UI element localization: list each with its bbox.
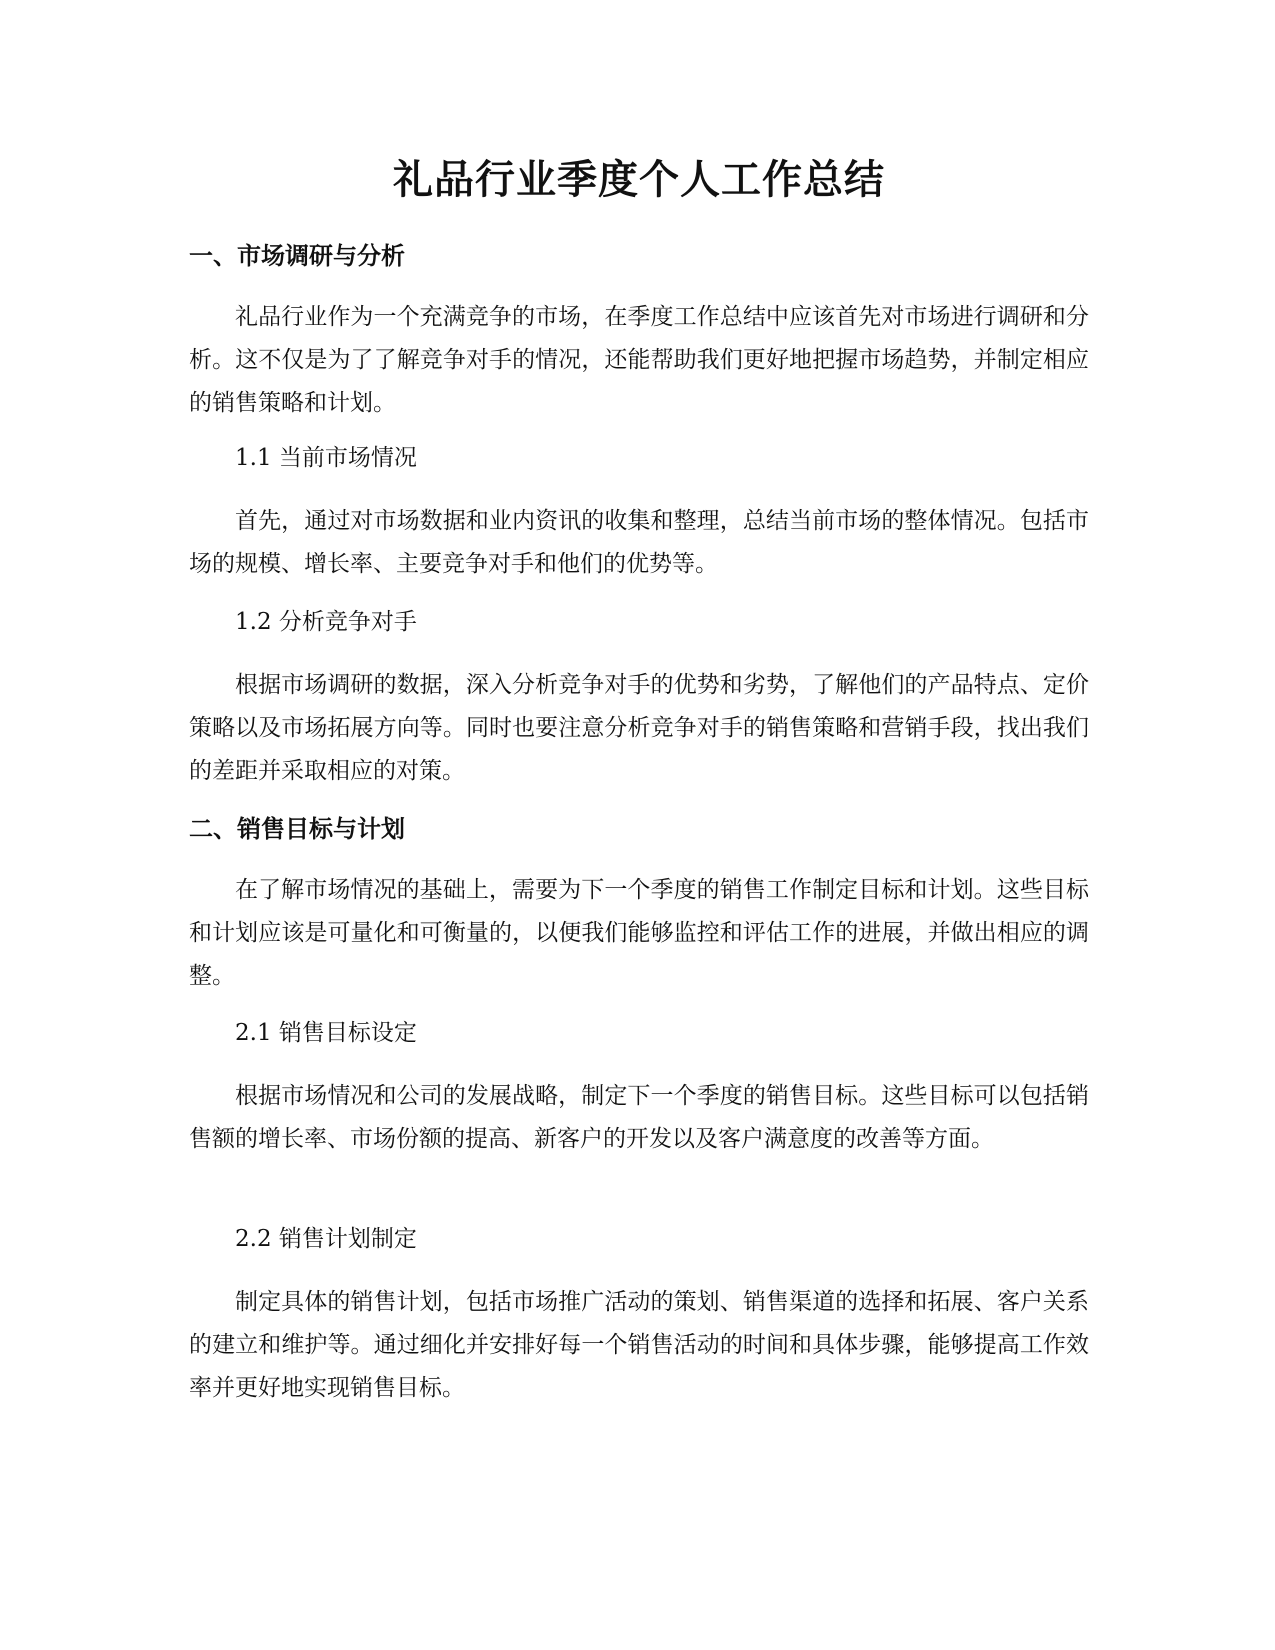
subsection-body-competitor-analysis: 根据市场调研的数据，深入分析竞争对手的优势和劣势，了解他们的产品特点、定价策略以及市场拓展方向等。同时也要注意分析竞争对手的销售策略和营销手段，找出我们的差距并采取相应的对策。: [189, 672, 1089, 784]
subsection-heading-current-market: 1.1 当前市场情况: [235, 445, 417, 471]
subsection-heading-target-setting: 2.1 销售目标设定: [235, 1020, 417, 1046]
subsection-body-current-market: 首先，通过对市场数据和业内资讯的收集和整理，总结当前市场的整体情况。包括市场的规模、增长率、主要竞争对手和他们的优势等。: [189, 508, 1089, 577]
subsection-heading-competitor-analysis: 1.2 分析竞争对手: [235, 609, 417, 635]
subsection-body-plan-making: 制定具体的销售计划，包括市场推广活动的策划、销售渠道的选择和拓展、客户关系的建立和维护等。通过细化并安排好每一个销售活动的时间和具体步骤，能够提高工作效率并更好地实现销售目标。: [189, 1289, 1089, 1401]
section-heading-market-research: 一、市场调研与分析: [189, 242, 405, 270]
section-heading-sales-goals: 二、销售目标与计划: [189, 815, 405, 843]
document-title: 礼品行业季度个人工作总结: [393, 157, 885, 203]
section-intro-market-research: 礼品行业作为一个充满竞争的市场，在季度工作总结中应该首先对市场进行调研和分析。这不仅是为了了解竞争对手的情况，还能帮助我们更好地把握市场趋势，并制定相应的销售策略和计划。: [189, 304, 1089, 416]
subsection-body-target-setting: 根据市场情况和公司的发展战略，制定下一个季度的销售目标。这些目标可以包括销售额的增长率、市场份额的提高、新客户的开发以及客户满意度的改善等方面。: [189, 1083, 1089, 1152]
section-intro-sales-goals: 在了解市场情况的基础上，需要为下一个季度的销售工作制定目标和计划。这些目标和计划应该是可量化和可衡量的，以便我们能够监控和评估工作的进展，并做出相应的调整。: [189, 877, 1089, 989]
subsection-heading-plan-making: 2.2 销售计划制定: [235, 1226, 417, 1252]
